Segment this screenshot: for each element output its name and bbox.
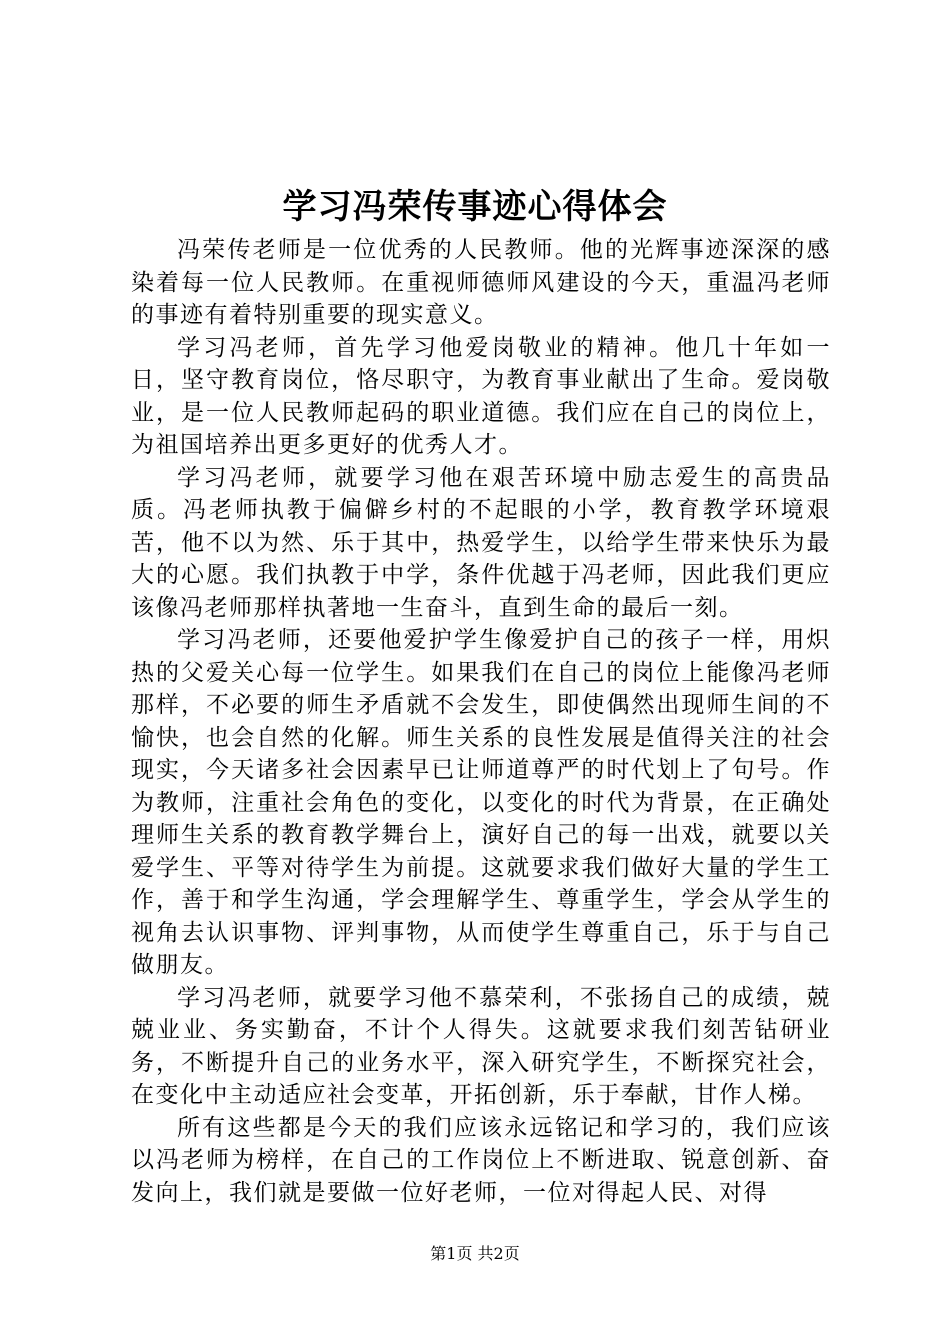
paragraph: 学习冯老师，首先学习他爱岗敬业的精神。他几十年如一日，坚守教育岗位，恪尽职守，为教育事业献出了生命。爱岗敬业，是一位人民教师起码的职业道德。我们应在自己的岗位上，为祖国培养出更多更好的优秀人才。 bbox=[131, 334, 831, 458]
paragraph: 所有这些都是今天的我们应该永远铭记和学习的，我们应该以冯老师为榜样，在自己的工作岗位上不断进取、锐意创新、奋发向上，我们就是要做一位好老师，一位对得起人民、对得 bbox=[131, 1114, 831, 1206]
paragraph: 冯荣传老师是一位优秀的人民教师。他的光辉事迹深深的感染着每一位人民教师。在重视师德师风建设的今天，重温冯老师的事迹有着特别重要的现实意义。 bbox=[131, 237, 831, 328]
paragraph: 学习冯老师，还要他爱护学生像爱护自己的孩子一样，用炽热的父爱关心每一位学生。如果我们在自己的岗位上能像冯老师那样，不必要的师生矛盾就不会发生，即使偶然出现师生间的不愉快，也会自然的化解。师生关系的良性发展是值得关注的社会现实，今天诸多社会因素早已让师道尊严的时代划上了句号。作为教师，注重社会角色的变化，以变化的时代为背景，在正确处理师生关系的教育教学舞台上，演好自己的每一出戏，就要以关爱学生、平等对待学生为前提。这就要求我们做好大量的学生工作，善于和学生沟通，学会理解学生、尊重学生，学会从学生的视角去认识事物、评判事物，从而使学生尊重自己，乐于与自己做朋友。 bbox=[131, 627, 831, 978]
paragraph: 学习冯老师，就要学习他不慕荣利，不张扬自己的成绩，兢兢业业、务实勤奋，不计个人得失。这就要求我们刻苦钻研业务，不断提升自己的业务水平，深入研究学生，不断探究社会，在变化中主动适应社会变革，开拓创新，乐于奉献，甘作人梯。 bbox=[131, 984, 831, 1108]
page-number-footer: 第1页 共2页 bbox=[430, 1244, 520, 1263]
paragraph: 学习冯老师，就要学习他在艰苦环境中励志爱生的高贵品质。冯老师执教于偏僻乡村的不起眼的小学，教育教学环境艰苦，他不以为然、乐于其中，热爱学生，以给学生带来快乐为最大的心愿。我们执教于中学，条件优越于冯老师，因此我们更应该像冯老师那样执著地一生奋斗，直到生命的最后一刻。 bbox=[131, 464, 831, 621]
document-body bbox=[131, 234, 831, 1209]
document-title: 学习冯荣传事迹心得体会 bbox=[282, 187, 668, 227]
